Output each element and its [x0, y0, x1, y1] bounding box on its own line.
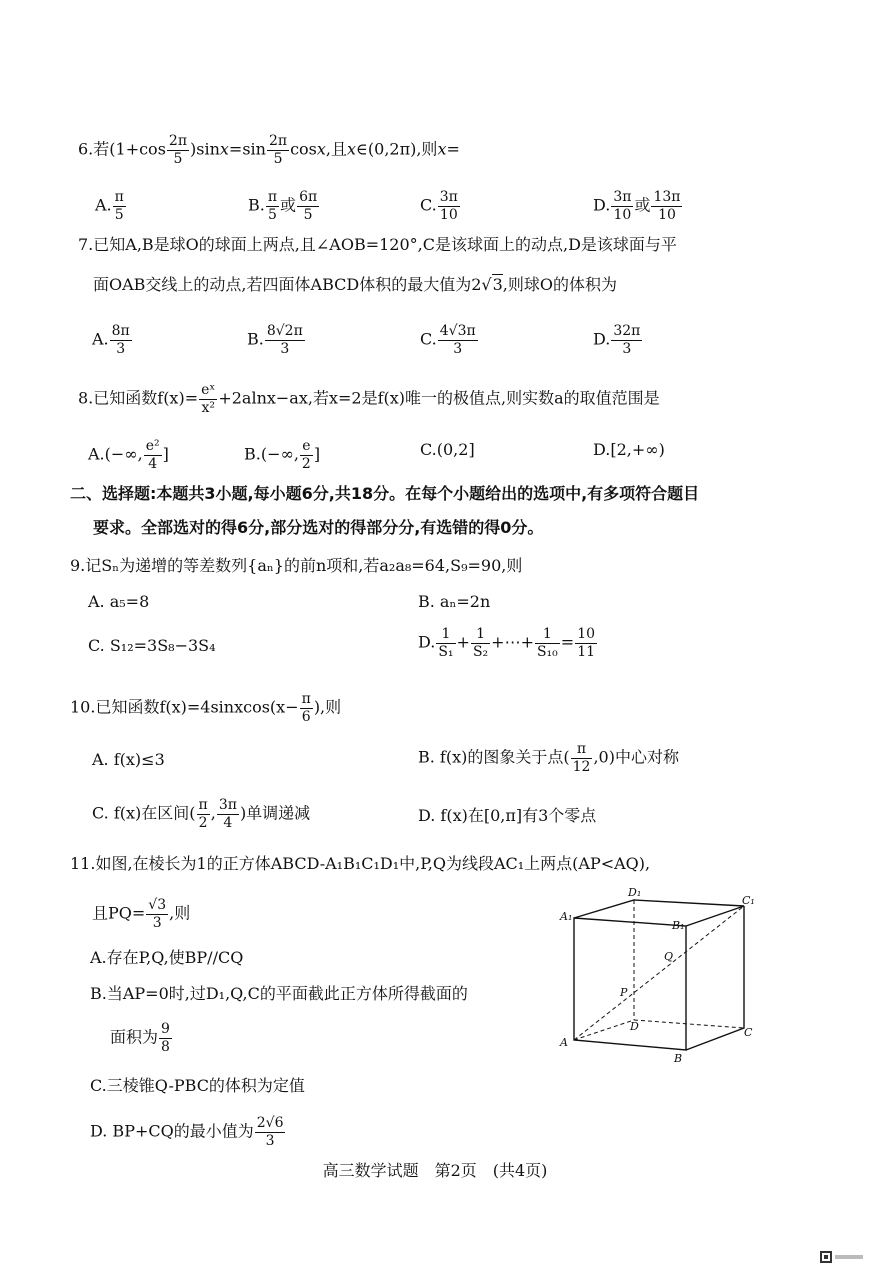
q7-line2-b: ,则球O的体积为: [502, 275, 617, 294]
q6-d-frac2: [651, 190, 682, 222]
q6-text-5: ∈(0,2π),则: [356, 139, 438, 159]
q10-c-frac2: [217, 798, 239, 830]
q6-var-4: x: [437, 139, 447, 159]
q7-a-label: A.: [92, 329, 109, 349]
q7-c-label: C.: [420, 329, 437, 349]
q8-b-frac: [300, 439, 313, 471]
q7-option-b: [247, 324, 306, 356]
q6-d-num2: 13π: [653, 189, 681, 205]
label-a: A: [560, 1036, 568, 1049]
q7-sqrt-sign: √: [481, 275, 492, 294]
q10-c-pre: C. f(x)在区间(: [92, 803, 196, 823]
q9-d-num3: 1: [535, 627, 560, 644]
q7-sqrt-value: 3: [492, 275, 503, 294]
q10-c-comma: ,: [210, 803, 216, 823]
q6-number: 6.: [78, 139, 94, 159]
q11-b-frac: [159, 1022, 172, 1054]
q9-d-den4: 11: [577, 643, 596, 660]
q9-d-frac1: [436, 627, 455, 659]
q6-text-4: ,且: [325, 139, 348, 159]
q7-d-frac: [611, 324, 642, 356]
q6-a-den: 5: [114, 206, 124, 223]
q7-option-c: [420, 324, 479, 356]
q9-d-eq: =: [560, 632, 575, 652]
q11-stem-line1: 11.如图,在棱长为1的正方体ABCD-A₁B₁C₁D₁中,P,Q为线段AC₁上两点(AP<AQ),: [70, 854, 651, 873]
q11-d-pre: D. BP+CQ的最小值为: [90, 1121, 254, 1141]
q7-d-den: 3: [622, 340, 632, 357]
q11-option-c: C.三棱锥Q-PBC的体积为定值: [90, 1076, 305, 1095]
q8-a-den: 4: [148, 455, 158, 472]
q6-b-num1: π: [267, 189, 278, 205]
q6-a-num: π: [114, 189, 124, 205]
q6-text-2: =sin: [228, 139, 266, 159]
q7-d-label: D.: [593, 329, 611, 349]
q6-a-frac: [113, 190, 126, 222]
q9-d-frac3: [535, 627, 560, 659]
q6-d-den2: 10: [658, 206, 676, 223]
q6-f2-den: 5: [273, 150, 283, 167]
q10-pre: 10.已知函数f(x)=4sinxcos(x−: [70, 697, 299, 717]
label-p: P: [620, 986, 628, 999]
q7-b-num: 8√2π: [266, 323, 303, 339]
q11-stem-line2: [92, 898, 190, 930]
q9-d-den2: S₂: [472, 643, 489, 660]
q9-d-frac4: [575, 627, 597, 659]
q9-d-den3: S₁₀: [536, 643, 558, 660]
q6-c-label: C.: [420, 195, 437, 215]
q9-d-frac2: [471, 627, 490, 659]
q6-text-end: =: [446, 139, 460, 159]
q8-a-frac: [144, 439, 162, 471]
q11-line2-post: ,则: [169, 903, 191, 923]
q11-den: 3: [152, 914, 162, 931]
label-b: B: [674, 1052, 683, 1065]
q10-c-post: )单调递减: [239, 803, 311, 823]
q6-option-c: [420, 190, 461, 222]
q10-b-num: π: [571, 742, 593, 759]
page-footer: 高三数学试题 第2页 (共4页): [322, 1161, 548, 1180]
cube-figure: [548, 880, 778, 1070]
q8-b-num: e: [300, 439, 313, 456]
q6-b-frac1: [266, 190, 279, 222]
q10-num: π: [301, 691, 311, 707]
q10-c-num2: 3π: [218, 797, 237, 813]
q8-num: eˣ: [201, 382, 216, 398]
q9-option-b: B. aₙ=2n: [418, 592, 491, 611]
q11-d-num: 2√6: [256, 1115, 284, 1131]
q6-b-label: B.: [248, 195, 265, 215]
q6-b-frac2: [297, 190, 319, 222]
q7-a-num: 8π: [111, 323, 130, 339]
q10-c-den2: 4: [223, 814, 233, 831]
q6-var-1: x: [219, 139, 229, 159]
q6-c-den: 10: [439, 206, 458, 223]
q10-c-den1: 2: [198, 814, 208, 831]
q10-option-c: [92, 798, 310, 830]
q10-b-frac: [571, 742, 593, 774]
q8-b-label: B.(−∞,: [244, 444, 299, 464]
q6-var-3: x: [347, 139, 357, 159]
q6-c-num: 3π: [439, 189, 458, 205]
q10-b-pre: B. f(x)的图象关于点(: [418, 747, 570, 767]
cube-hidden-edge-dc: [634, 1020, 744, 1028]
q10-option-b: [418, 742, 679, 774]
q7-a-frac: [110, 324, 132, 356]
q8-option-d: D.[2,+∞): [593, 440, 665, 459]
q8-option-a: [88, 439, 169, 471]
q6-c-frac: [438, 190, 460, 222]
label-a1: A₁: [560, 910, 573, 923]
q8-stem: [78, 383, 660, 415]
q6-d-num1: 3π: [613, 189, 632, 205]
q10-stem: [70, 692, 341, 724]
q11-frac: [146, 898, 168, 930]
q7-c-frac: [438, 324, 478, 356]
q6-fraction-1: [167, 134, 189, 166]
q7-a-den: 3: [116, 340, 126, 357]
q10-b-den: 12: [572, 758, 591, 775]
q8-b-den: 2: [301, 455, 311, 472]
q6-d-or: 或: [634, 195, 651, 215]
q10-c-num1: π: [198, 797, 208, 813]
q6-b-den1: 5: [267, 206, 277, 223]
q6-f1-den: 5: [173, 150, 183, 167]
q8-a-num: e²: [145, 438, 160, 454]
label-c1: C₁: [742, 894, 755, 907]
q6-option-a: [95, 190, 127, 222]
q6-fraction-2: [267, 134, 289, 166]
q8-b-bracket: ]: [313, 444, 321, 464]
q6-stem: [78, 134, 460, 166]
qr-icon: [820, 1251, 864, 1263]
label-d: D: [630, 1020, 639, 1033]
section2-line2: 要求。全部选对的得6分,部分选对的得部分分,有选错的得0分。: [93, 518, 544, 537]
q11-d-frac: [255, 1116, 286, 1148]
q9-d-label: D.: [418, 632, 436, 652]
q10-frac: [300, 692, 313, 724]
q7-option-d: [593, 324, 643, 356]
q6-f1-num: 2π: [168, 133, 188, 149]
q9-d-num1: 1: [436, 627, 455, 644]
q7-line2-a: 面OAB交线上的动点,若四面体ABCD体积的最大值为2: [93, 275, 482, 294]
q11-line2-pre: 且PQ=: [92, 903, 146, 923]
cube-right-face: [686, 906, 744, 1050]
q6-b-num2: 6π: [299, 189, 318, 205]
q8-pre: 8.已知函数f(x)=: [78, 388, 199, 408]
q9-stem: 9.记Sₙ为递增的等差数列{aₙ}的前n项和,若a₂a₈=64,S₉=90,则: [70, 556, 523, 575]
q6-var-2: x: [316, 139, 326, 159]
q11-option-b-line1: B.当AP=0时,过D₁,Q,C的平面截此正方体所得截面的: [90, 984, 468, 1003]
q9-d-plus: +: [456, 632, 470, 652]
section2-line1: 二、选择题:本题共3小题,每小题6分,共18分。在每个小题给出的选项中,有多项符合题目: [70, 484, 700, 503]
q10-c-frac1: [197, 798, 210, 830]
q6-d-den1: 10: [613, 206, 632, 223]
label-q: Q: [664, 950, 674, 963]
q8-a-bracket: ]: [162, 444, 169, 464]
q7-c-den: 3: [453, 340, 463, 357]
q11-option-b-line2: [110, 1022, 173, 1054]
q11-b-num: 9: [161, 1021, 170, 1037]
q8-post: +2alnx−ax,若x=2是f(x)唯一的极值点,则实数a的取值范围是: [218, 388, 660, 408]
q6-option-d: [593, 190, 683, 222]
scanner-watermark: [820, 1248, 864, 1260]
q6-f2-num: 2π: [268, 133, 288, 149]
q10-den: 6: [301, 708, 311, 725]
label-c: C: [744, 1026, 753, 1039]
q6-option-b: [248, 190, 320, 222]
q9-d-dots: +⋯+: [491, 632, 534, 652]
q7-b-label: B.: [247, 329, 264, 349]
q8-option-b: [244, 439, 320, 471]
label-d1: D₁: [628, 886, 642, 899]
q9-d-den1: S₁: [438, 643, 454, 660]
cube-hidden-edge-ad: [574, 1020, 634, 1040]
label-b1: B₁: [672, 919, 685, 932]
q9-option-c: C. S₁₂=3S₈−3S₄: [88, 636, 216, 655]
q8-a-label: A.(−∞,: [88, 444, 143, 464]
q11-num: √3: [148, 897, 167, 913]
q6-b-or: 或: [280, 195, 297, 215]
q6-b-den2: 5: [303, 206, 313, 223]
q6-d-frac1: [611, 190, 633, 222]
q10-b-post: ,0)中心对称: [593, 747, 679, 767]
q6-text-1: )sin: [190, 139, 220, 159]
q8-frac: [199, 383, 217, 415]
q11-b-pre: 面积为: [110, 1027, 159, 1047]
q10-option-d: D. f(x)在[0,π]有3个零点: [418, 806, 597, 825]
q7-d-num: 32π: [613, 323, 641, 339]
q6-a-label: A.: [95, 195, 112, 215]
q6-text-3: cos: [290, 139, 317, 159]
q7-b-den: 3: [280, 340, 290, 357]
q10-post: ),则: [313, 697, 342, 717]
q11-b-den: 8: [161, 1038, 170, 1055]
q9-option-d: [418, 627, 598, 659]
q6-text-pre: 若(1+cos: [93, 139, 166, 159]
q8-option-c: C.(0,2]: [420, 440, 475, 459]
q10-option-a: A. f(x)≤3: [92, 750, 165, 769]
q9-d-num2: 1: [471, 627, 490, 644]
q9-d-num4: 10: [577, 626, 596, 642]
cube-top-back-edges: [574, 900, 744, 926]
q7-option-a: [92, 324, 133, 356]
q7-b-frac: [265, 324, 305, 356]
q8-den: x²: [201, 399, 215, 416]
q7-stem-line2: [93, 277, 617, 293]
q7-stem-line1: 7.已知A,B是球O的球面上两点,且∠AOB=120°,C是该球面上的动点,D是该球面与平: [78, 235, 677, 254]
q11-option-a: A.存在P,Q,使BP//CQ: [90, 948, 244, 967]
q11-d-den: 3: [265, 1132, 275, 1149]
q7-c-num: 4√3π: [439, 323, 476, 339]
cube-diagonal-ac1: [574, 906, 744, 1040]
q9-option-a: A. a₅=8: [88, 592, 150, 611]
q6-d-label: D.: [593, 195, 611, 215]
q11-option-d: [90, 1116, 286, 1148]
